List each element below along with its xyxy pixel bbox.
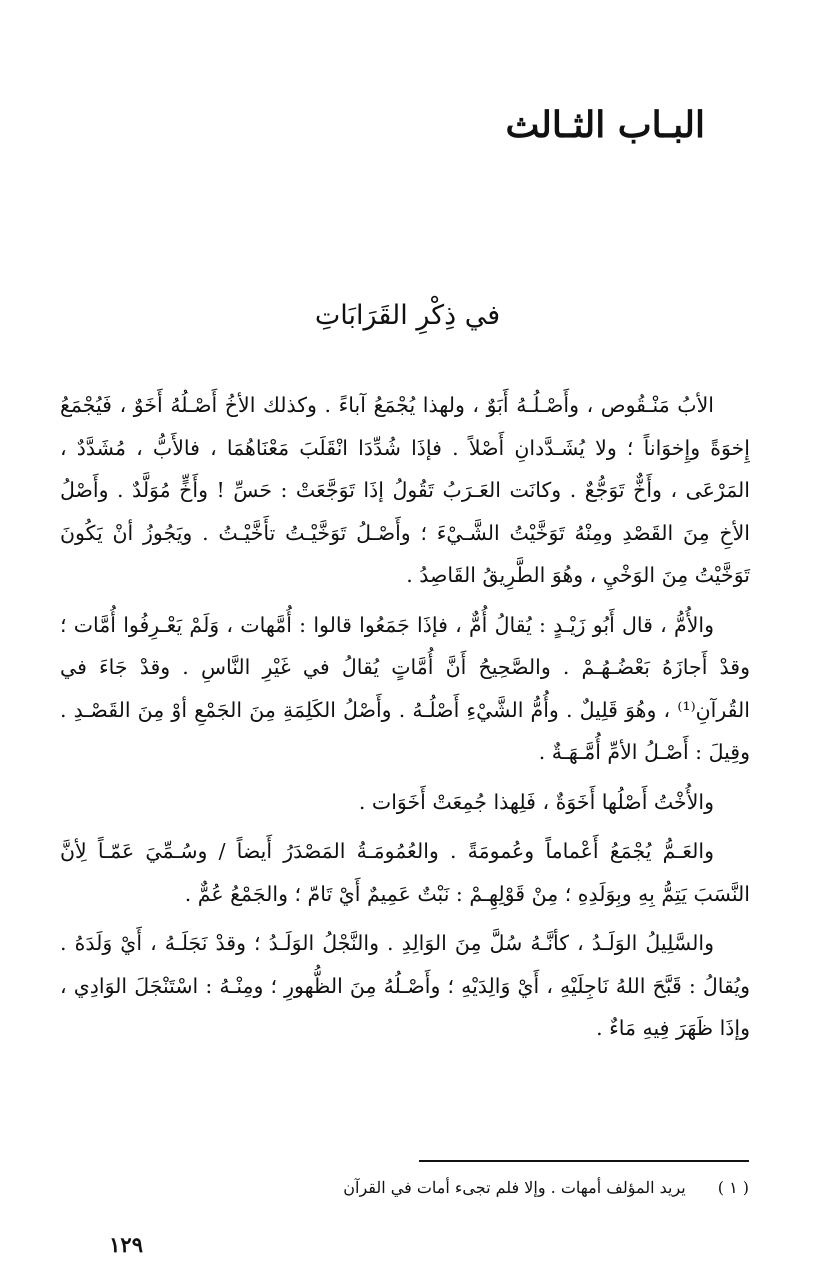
footnote-divider xyxy=(419,1160,749,1162)
paragraph-mother: والأُمُّ ، قال أَبُو زَيْـدٍ : يُقالُ أُمٌّ ، فإذَا جَمَعُوا قالوا : أُمَّهات ، وَلَمْ يَعْـرِفُوا أُمَّات ؛ وقدْ أَجازَهُ بَعْضُـهُـمْ . والصَّحِيحُ أَنَّ أُمَّاتٍ يُقالُ في غَيْرِ النَّاسِ . وقدْ جَاءَ في القُرآنِ⁽¹⁾ ، وهُوَ قَلِيلٌ . وأُمُّ الشَّيْءِ أَصْلُـهُ . وأَصْلُ الكَلِمَةِ مِنَ الجَمْعِ أوْ مِنَ القَصْـدِ . وقِيلَ : أَصْـلُ الأمِّ أُمَّـهَـةٌ . xyxy=(60,612,750,764)
footnote-text: يريد المؤلف أمهات . وإلا فلم تجىء أمات في القرآن xyxy=(343,1178,686,1197)
body-text xyxy=(60,384,750,1057)
footnote-marker: ( ١ ) xyxy=(717,1178,749,1197)
paragraph-sister: والأُخْتُ أَصْلُها أَخَوَةٌ ، فَلِهذا جُمِعَتْ أَخَوَات . xyxy=(358,789,714,814)
paragraph-father-brother: الأبُ مَنْـقُوص ، وأَصْـلُـهُ أَبَوٌ ، ولهذا يُجْمَعُ آباءً . وكذلك الأخُ أَصْـلُهُ أَخَوٌ ، فَيُجْمَعُ إِخوَةً وإِخوَاناً ؛ ولا يُشَـدَّدانِ أَصْلاً . فإذَا شُدِّدَا انْقَلَبَ مَعْنَاهُمَا ، فالأَبُّ ، مُشَدَّدٌ ، المَرْعَى ، وأَخٌّ تَوَجُّعٌ . وكانَت العَـرَبُ تَقُولُ إذَا تَوَجَّعَتْ : حَسِّ ! وأَخٍّ مُوَلَّدٌ . وأَصْلُ الأخِ مِنَ القَصْدِ ومِنْهُ تَوَخَّيْتُ الشَّـيْءَ ؛ وأَصْـلُ تَوَخَّيْـتُ تأَخَّيْـتُ . ويَجُوزُ أنْ يَكُونَ تَوَخَّيْتُ مِنَ الوَخْيِ ، وهُوَ الطَّرِيقُ القَاصِدُ . xyxy=(60,393,750,587)
footnote xyxy=(249,1176,749,1200)
chapter-title: البـاب الثـالث xyxy=(505,104,705,146)
paragraph-uncle: والعَـمُّ يُجْمَعُ أَعْماماً وعُمومَةً . والعُمُومَـةُ المَصْدَرُ أَيضاً / وسُـمِّيَ عَمّـاً لِأنَّ النَّسَبَ يَتِمُّ بِهِ وبِوَلَدِهِ ؛ مِنْ قَوْلِهِـمْ : نَبْتٌ عَمِيمٌ أَيْ تَامّ ؛ والجَمْعُ عُمٌّ . xyxy=(60,839,750,906)
paragraph-offspring: والسَّلِيلُ الوَلَـدُ ، كأنَّـهُ سُلَّ مِنَ الوَالِدِ . والنَّجْلُ الوَلَـدُ ؛ وقدْ نَجَلَـهُ ، أَيْ وَلَدَهُ . ويُقالُ : قَبَّحَ اللهُ نَاجِلَيْهِ ، أَيْ وَالِدَيْهِ ؛ وأَصْـلُهُ مِنَ الظُّهورِ ؛ ومِنْـهُ : اسْتَنْجَلَ الوَادِي ، وإذَا ظَهَرَ فِيهِ مَاءٌ . xyxy=(60,931,750,1040)
page-number: ١٢٩ xyxy=(109,1232,143,1257)
section-title: في ذِكْرِ القَرَابَاتِ xyxy=(314,300,501,331)
